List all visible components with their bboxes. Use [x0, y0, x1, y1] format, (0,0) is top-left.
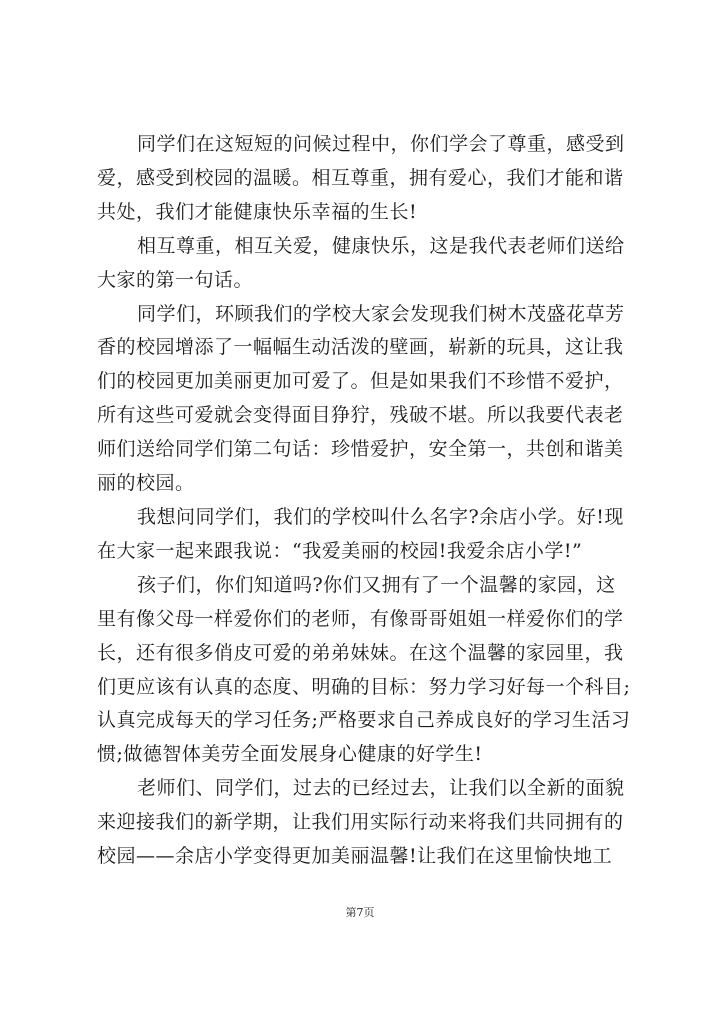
paragraph: 孩子们，你们知道吗?你们又拥有了一个温馨的家园，这里有像父母一样爱你们的老师，有像哥哥姐姐一样爱你们的学长，还有很多俏皮可爱的弟弟妹妹。在这个温馨的家园里，我们更应该有认真的态度、明确的目标：努力学习好每一个科目;认真完成每天的学习任务;严格要求自己养成良好的学习生活习惯;做德智体美劳全面发展身心健康的好学生! [97, 573, 631, 766]
page-number: 第7页 [345, 906, 375, 919]
paragraph: 老师们、同学们，过去的已经过去，让我们以全新的面貌来迎接我们的新学期，让我们用实际行动来将我们共同拥有的校园——余店小学变得更加美丽温馨!让我们在这里愉快地工 [97, 777, 625, 868]
document-body [97, 128, 635, 874]
paragraph: 同学们，环顾我们的学校大家会发现我们树木茂盛花草芳香的校园增添了一幅幅生动活泼的壁画，崭新的玩具，这让我们的校园更加美丽更加可爱了。但是如果我们不珍惜不爱护，所有这些可爱就会变得面目狰狞，残破不堪。所以我要代表老师们送给同学们第二句话：珍惜爱护，安全第一，共创和谐美丽的校园。 [97, 302, 625, 495]
paragraph: 相互尊重，相互关爱，健康快乐，这是我代表老师们送给大家的第一句话。 [97, 234, 625, 291]
paragraph: 同学们在这短短的问候过程中，你们学会了尊重，感受到爱，感受到校园的温暖。相互尊重，拥有爱心，我们才能和谐共处，我们才能健康快乐幸福的生长! [97, 133, 625, 223]
paragraph: 我想问同学们，我们的学校叫什么名字?余店小学。好!现在大家一起来跟我说：“我爱美丽的校园!我爱余店小学!” [97, 505, 624, 562]
